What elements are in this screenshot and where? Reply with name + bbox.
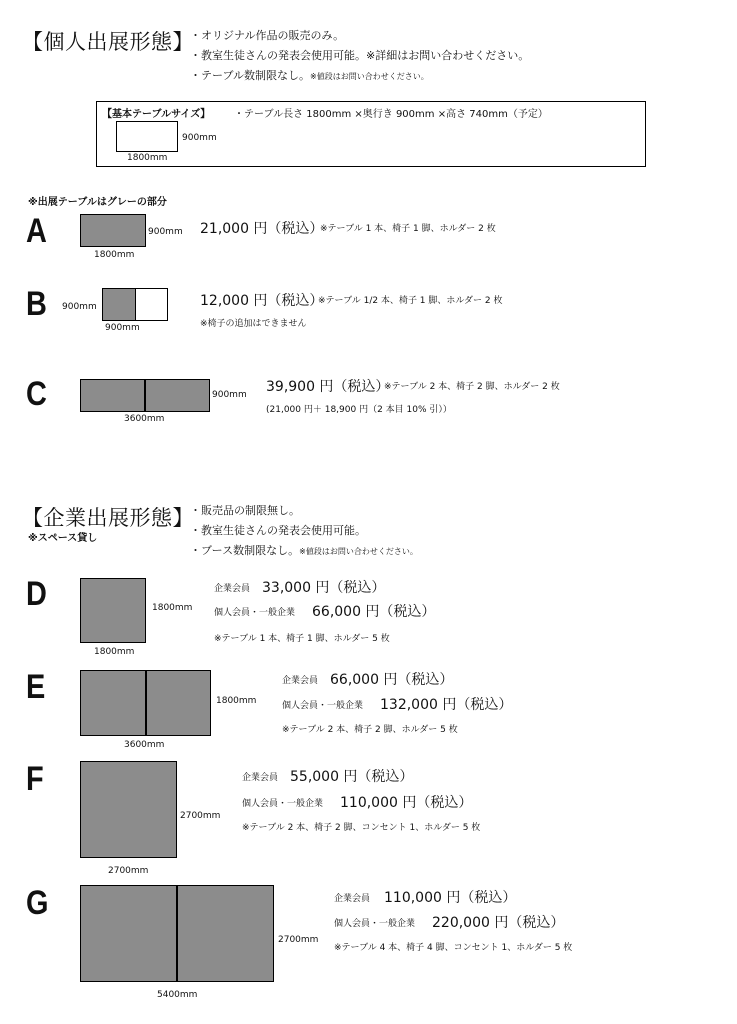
plan-e-divider [145,671,147,735]
corporate-note-3-small: ※値段はお問い合わせください。 [299,547,418,556]
plan-g-side-label: 2700mm [278,935,319,945]
plan-f-side-label: 2700mm [180,811,221,821]
plan-b-letter: B [26,285,47,323]
gray-area-note: ※出展テーブルはグレーの部分 [28,197,167,208]
plan-d-bottom-label: 1800mm [94,647,135,657]
personal-section-title: 【個人出展形態】 [22,30,194,54]
plan-f-space [80,761,177,858]
plan-c-table [80,379,210,412]
plan-d-space [80,578,146,643]
plan-e-general-price: 132,000 円（税込） [380,697,513,713]
plan-d-detail: ※テーブル 1 本、椅子 1 脚、ホルダー 5 枚 [214,634,390,644]
plan-c-letter: C [26,375,47,413]
plan-e-member-label: 企業会員 [282,676,319,686]
plan-d-general-price: 66,000 円（税込） [312,604,436,620]
corporate-subtitle: ※スペース貸し [28,533,98,544]
plan-d-letter: D [26,575,47,613]
plan-e-side-label: 1800mm [216,696,257,706]
plan-b-price: 12,000 円（税込） [200,293,324,309]
plan-f-member-price: 55,000 円（税込） [290,769,414,785]
plan-c-price: 39,900 円（税込） [266,379,390,395]
personal-note-2: ・教室生徒さんの発表会使用可能。※詳細はお問い合わせください。 [190,49,530,62]
plan-f-member-label: 企業会員 [242,773,279,783]
personal-note-3-main: ・テーブル数制限なし。 [190,69,311,82]
plan-g-space [80,885,274,982]
corporate-note-3 [190,542,418,558]
plan-a-detail: ※テーブル 1 本、椅子 1 脚、ホルダー 2 枚 [320,224,496,234]
plan-a-price: 21,000 円（税込） [200,221,324,237]
plan-g-general-label: 個人会員・一般企業 [334,919,416,929]
plan-g-detail: ※テーブル 4 本、椅子 4 脚、コンセント 1、ホルダー 5 枚 [334,943,573,953]
corporate-note-3-main: ・ブース数制限なし。 [190,544,300,557]
plan-d-side-label: 1800mm [152,603,193,613]
basic-table-spec: ・テーブル長さ 1800mm ×奥行き 900mm ×高さ 740mm（予定） [234,109,548,120]
plan-c-bottom-label: 3600mm [124,414,165,424]
plan-e-letter: E [26,668,46,706]
plan-b-table [102,288,168,321]
plan-e-general-label: 個人会員・一般企業 [282,701,364,711]
plan-g-bottom-label: 5400mm [157,990,198,1000]
personal-note-1: ・オリジナル作品の販売のみ。 [190,29,345,42]
plan-a-letter: A [26,212,47,250]
corporate-note-2: ・教室生徒さんの発表会使用可能。 [190,524,366,537]
plan-g-member-price: 110,000 円（税込） [384,890,517,906]
basic-table-depth-label: 900mm [182,133,217,143]
plan-g-general-price: 220,000 円（税込） [432,915,565,931]
plan-e-detail: ※テーブル 2 本、椅子 2 脚、ホルダー 5 枚 [282,725,458,735]
plan-f-letter: F [26,760,44,798]
plan-d-member-price: 33,000 円（税込） [262,580,386,596]
basic-table-width-label: 1800mm [127,153,168,163]
plan-f-general-price: 110,000 円（税込） [340,795,473,811]
plan-c-detail: ※テーブル 2 本、椅子 2 脚、ホルダー 2 枚 [384,382,560,392]
basic-table-label: 【基本テーブルサイズ】 [102,109,211,120]
plan-b-detail: ※テーブル 1/2 本、椅子 1 脚、ホルダー 2 枚 [318,296,503,306]
corporate-note-1: ・販売品の制限無し。 [190,504,300,517]
plan-g-divider [176,886,178,981]
plan-g-letter: G [26,884,49,922]
basic-table-diagram [116,121,178,152]
plan-c-side-label: 900mm [212,390,247,400]
plan-b-bottom-label: 900mm [105,323,140,333]
plan-a-table [80,214,146,247]
plan-e-space [80,670,211,736]
plan-b-extra: ※椅子の追加はできません [200,319,307,329]
corporate-section-title: 【企業出展形態】 [22,506,194,530]
plan-c-divider [144,380,146,411]
plan-c-extra: (21,000 円＋ 18,900 円（2 本目 10% 引）） [266,405,452,415]
plan-f-general-label: 個人会員・一般企業 [242,799,324,809]
plan-d-general-label: 個人会員・一般企業 [214,608,296,618]
plan-b-half-table [103,289,136,320]
plan-f-detail: ※テーブル 2 本、椅子 2 脚、コンセント 1、ホルダー 5 枚 [242,823,481,833]
plan-a-side-label: 900mm [148,227,183,237]
plan-e-bottom-label: 3600mm [124,740,165,750]
plan-b-side-label: 900mm [62,302,97,312]
plan-a-bottom-label: 1800mm [94,250,135,260]
plan-g-member-label: 企業会員 [334,894,371,904]
plan-e-member-price: 66,000 円（税込） [330,672,454,688]
personal-note-3-small: ※値段はお問い合わせください。 [310,72,429,81]
plan-f-bottom-label: 2700mm [108,866,149,876]
plan-d-member-label: 企業会員 [214,584,251,594]
personal-note-3 [190,67,429,83]
